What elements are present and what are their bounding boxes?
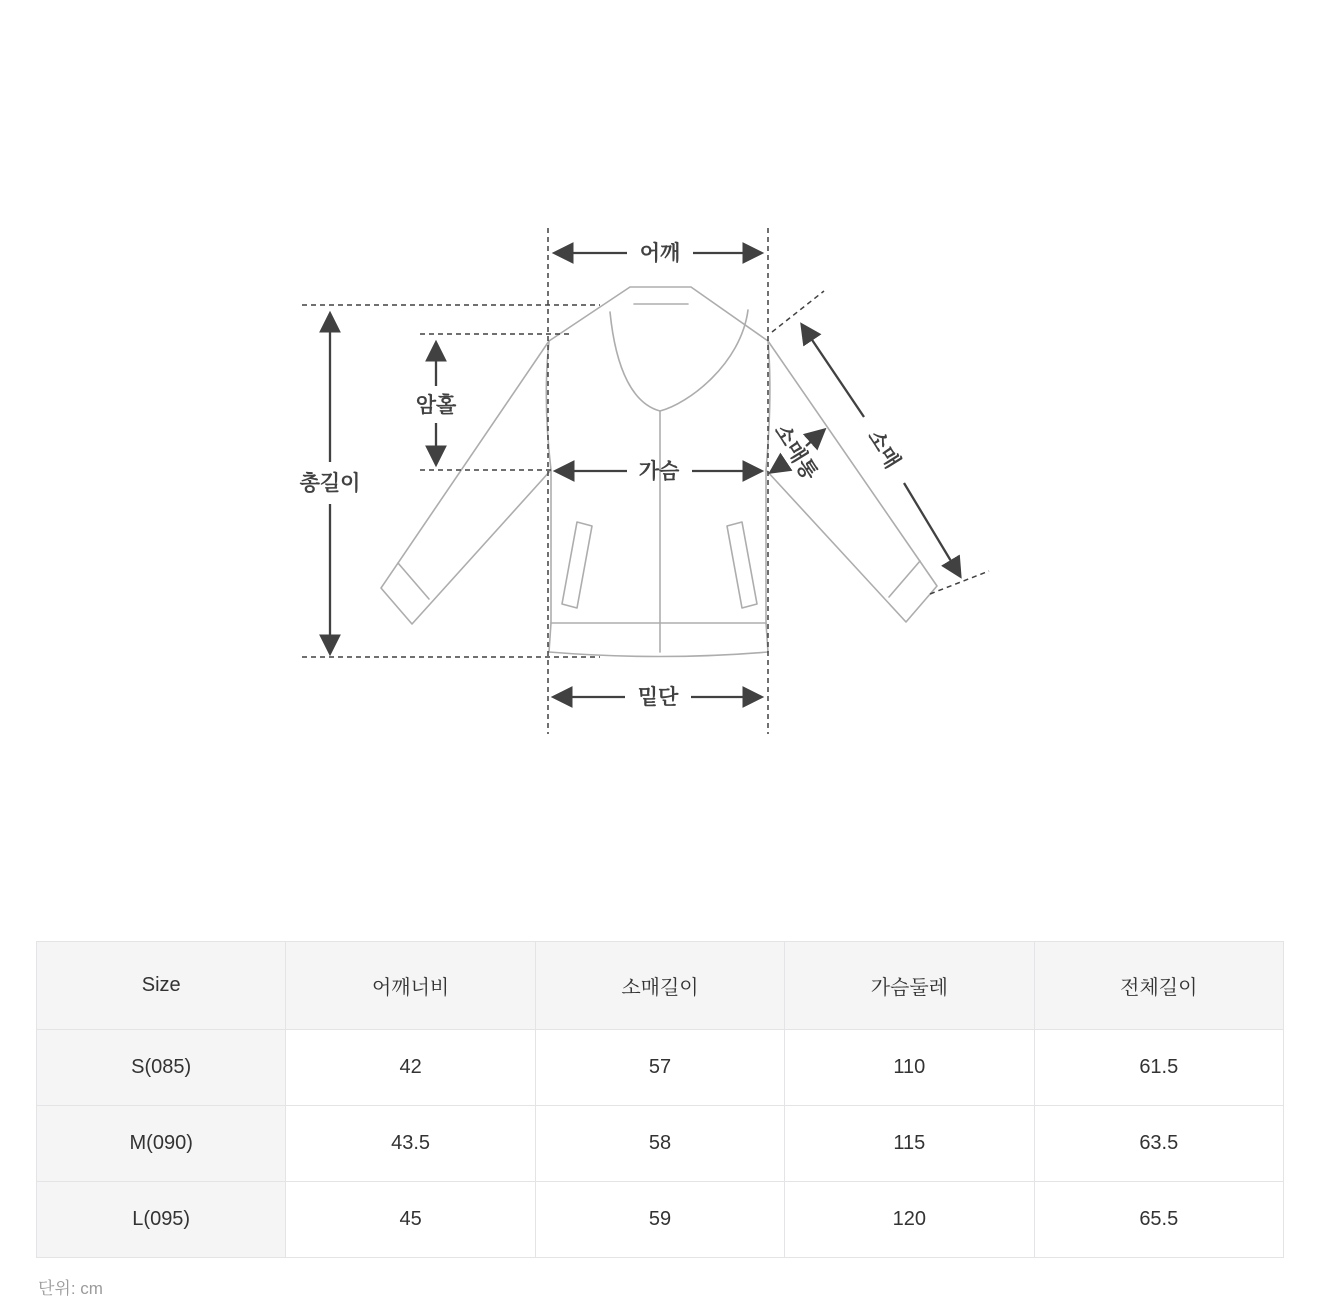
armhole-label: 암홀 xyxy=(415,394,457,417)
value-cell: 58 xyxy=(535,1106,784,1182)
right-pocket xyxy=(727,522,757,608)
header-sleeve-length: 소매길이 xyxy=(535,942,784,1030)
right-armhole-seam xyxy=(766,341,770,470)
value-cell: 65.5 xyxy=(1034,1182,1283,1258)
size-table xyxy=(36,941,1284,1258)
value-cell: 59 xyxy=(535,1182,784,1258)
hem-label: 밑단 xyxy=(637,686,679,709)
total-length-label: 총길이 xyxy=(299,472,361,495)
header-total-length: 전체길이 xyxy=(1034,942,1283,1030)
left-armhole-seam xyxy=(546,341,551,470)
table-row-m xyxy=(37,1106,1284,1182)
value-cell: 115 xyxy=(785,1106,1034,1182)
right-sleeve xyxy=(766,341,937,622)
value-cell: 43.5 xyxy=(286,1106,535,1182)
sleeve-label: 소매 xyxy=(863,425,905,473)
hem-bottom-edge xyxy=(549,652,768,657)
sleeve-width-measure xyxy=(770,420,824,485)
total-length-measure xyxy=(300,314,361,653)
unit-footnote: 단위: cm xyxy=(38,1279,103,1298)
header-row xyxy=(37,942,1284,1030)
sleeve-measure xyxy=(802,325,960,576)
value-cell: 57 xyxy=(535,1030,784,1106)
size-table-header xyxy=(37,942,1284,1030)
chest-measure xyxy=(556,459,761,483)
table-row-l xyxy=(37,1182,1284,1258)
chest-label: 가슴 xyxy=(638,460,680,483)
left-cuff-line xyxy=(398,563,429,599)
shoulder-label: 어깨 xyxy=(639,242,681,265)
header-chest-circumference: 가슴둘레 xyxy=(785,942,1034,1030)
table-row-s xyxy=(37,1030,1284,1106)
value-cell: 110 xyxy=(785,1030,1034,1106)
neckline-curve xyxy=(610,310,748,411)
size-cell: L(095) xyxy=(37,1182,286,1258)
value-cell: 63.5 xyxy=(1034,1106,1283,1182)
value-cell: 120 xyxy=(785,1182,1034,1258)
armhole-measure xyxy=(416,343,457,464)
size-cell: M(090) xyxy=(37,1106,286,1182)
value-cell: 42 xyxy=(286,1030,535,1106)
left-pocket xyxy=(562,522,592,608)
value-cell: 45 xyxy=(286,1182,535,1258)
hem-measure xyxy=(554,685,761,709)
shoulder-measure xyxy=(555,241,761,265)
left-sleeve xyxy=(381,341,551,624)
collar-shoulder-line xyxy=(549,287,768,341)
size-cell: S(085) xyxy=(37,1030,286,1106)
header-size: Size xyxy=(37,942,286,1030)
hem-left-edge xyxy=(549,623,551,652)
sleeve-top-guide xyxy=(772,291,824,332)
value-cell: 61.5 xyxy=(1034,1030,1283,1106)
right-cuff-line xyxy=(889,561,920,597)
header-shoulder-width: 어깨너비 xyxy=(286,942,535,1030)
sleeve-width-label: 소매통 xyxy=(769,420,822,485)
